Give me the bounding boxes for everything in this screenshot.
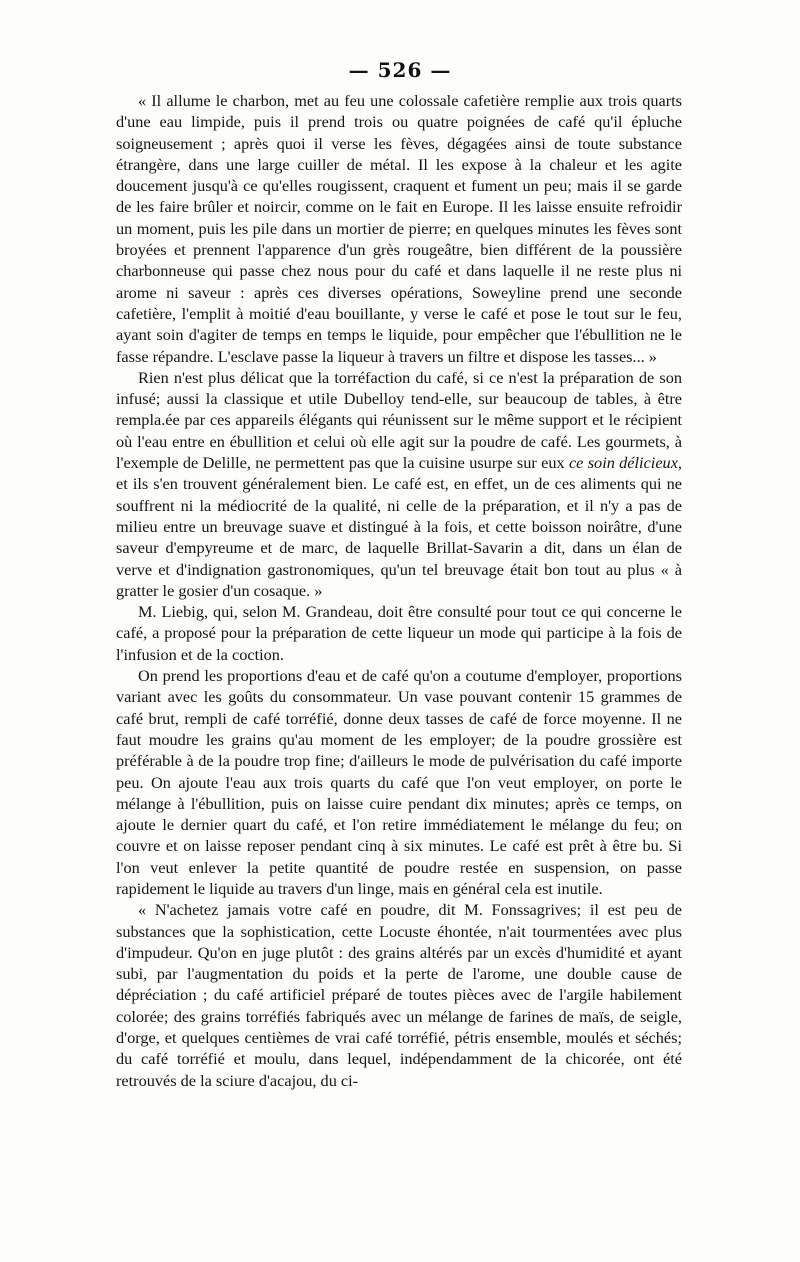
- italic-phrase: ce soin délicieux,: [568, 453, 682, 473]
- paragraph-text: et ils s'en trouvent généralement bien. Le café est, en effet, un de ces aliments qui ne souffrent ni la médiocrité de la qualité, ni celle de la préparation, et il n'y a pas de milieu entre un breuvage suave et distingué à la fois, et cette boisson noirâtre, d'une saveur d'empyreume et de marc, de laquelle Brillat-Savarin a dit, dans un élan de verve et d'indignation gastronomiques, qu'un tel breuvage était bon tout au plus « à gratter le gosier d'un cosaque. »: [116, 474, 682, 600]
- paragraph-proportions: [116, 665, 682, 899]
- paragraph-liebig: [116, 601, 682, 665]
- paragraph-text: « N'achetez jamais votre café en poudre, dit M. Fonssagrives; il est peu de substances que la sophistication, cette Locuste éhontée, n'ait tourmentées avec plus d'impudeur. Qu'on en juge plutôt : des grains altérés par un excès d'humidité et ayant subi, par l'augmentation du poids et la perte de l'arome, une double cause de dépréciation ; du café artificiel préparé de toutes pièces avec de l'argile habilement colorée; des grains torréfiés fabriqués avec un mélange de farines de maïs, de seigle, d'orge, et quelques centièmes de vrai café torréfié, pétris ensemble, moulés et séchés; du café torréfié et moulu, dans lequel, indépendamment de la chicorée, ont été retrouvés de la sciure d'acajou, du ci-: [116, 900, 682, 1090]
- paragraph-fonssagrives-quote: [116, 899, 682, 1091]
- paragraph-text: « Il allume le charbon, met au feu une colossale cafetière remplie aux trois quarts d'une eau limpide, puis il prend trois ou quatre poignées de café qu'il épluche soigneusement ; après quoi il verse les fèves, dégagées ainsi de toute substance étrangère, dans une large cuiller de métal. Il les expose à la chaleur et les agite doucement jusqu'à ce qu'elles rougissent, craquent et fument un peu; mais il se garde de les faire brûler et noircir, comme on le fait en Europe. Il les laisse ensuite refroidir un moment, puis les pile dans un mortier de pierre; en quelques minutes les fèves sont broyées et prennent l'apparence d'un grès rougeâtre, bien différent de la poussière charbonneuse qui passe chez nous pour du café et dans laquelle il ne reste plus ni arome ni saveur : après ces diverses opérations, Soweyline prend une seconde cafetière, l'emplit à moitié d'eau bouillante, y verse le café et pose le tout sur le feu, ayant soin d'agiter de temps en temps le liquide, pour empêcher que l'ébullition ne le fasse répandre. L'esclave passe la liqueur à travers un filtre et dispose les tasses... »: [116, 91, 682, 366]
- page-number: — 526 —: [348, 58, 452, 82]
- paragraph-text: On prend les proportions d'eau et de café qu'on a coutume d'employer, proportions variant avec les goûts du consommateur. Un vase pouvant contenir 15 grammes de café brut, rempli de café torréfié, donne deux tasses de café de force moyenne. Il ne faut moudre les grains qu'au moment de les employer; de la poudre grossière est préférable à de la poudre trop fine; d'ailleurs le mode de pulvérisation du café importe peu. On ajoute l'eau aux trois quarts du café que l'on veut employer, on porte le mélange à l'ébullition, puis on laisse cuire pendant dix minutes; après ce temps, on ajoute le dernier quart du café, et l'on retire immédiatement le mélange du feu; on couvre et on laisse reposer pendant cinq à six minutes. Le café est prêt à être bu. Si l'on veut enlever la petite quantité de poudre restée en suspension, on passe rapidement le liquide au travers d'un linge, mais en général cela est inutile.: [116, 666, 682, 898]
- paragraph-torrefaction: [116, 367, 682, 601]
- paragraph-text: M. Liebig, qui, selon M. Grandeau, doit être consulté pour tout ce qui concerne le café, a proposé pour la préparation de cette liqueur un mode qui participe à la fois de l'infusion et de la coction.: [116, 602, 682, 664]
- paragraph-text: Rien n'est plus délicat que la torréfaction du café, si ce n'est la préparation de son infusé; aussi la classique et utile Dubelloy tend-elle, sur beaucoup de tables, à être rempla.ée par ces appareils élégants qui réunissent sur le même support et le récipient où l'eau entre en ébullition et celui où elle agit sur la poudre de café. Les gourmets, à l'exemple de Delille, ne permettent pas que la cuisine usurpe sur eux: [116, 367, 682, 473]
- paragraph-quote-preparation: [116, 90, 682, 367]
- body-text: [116, 90, 682, 1091]
